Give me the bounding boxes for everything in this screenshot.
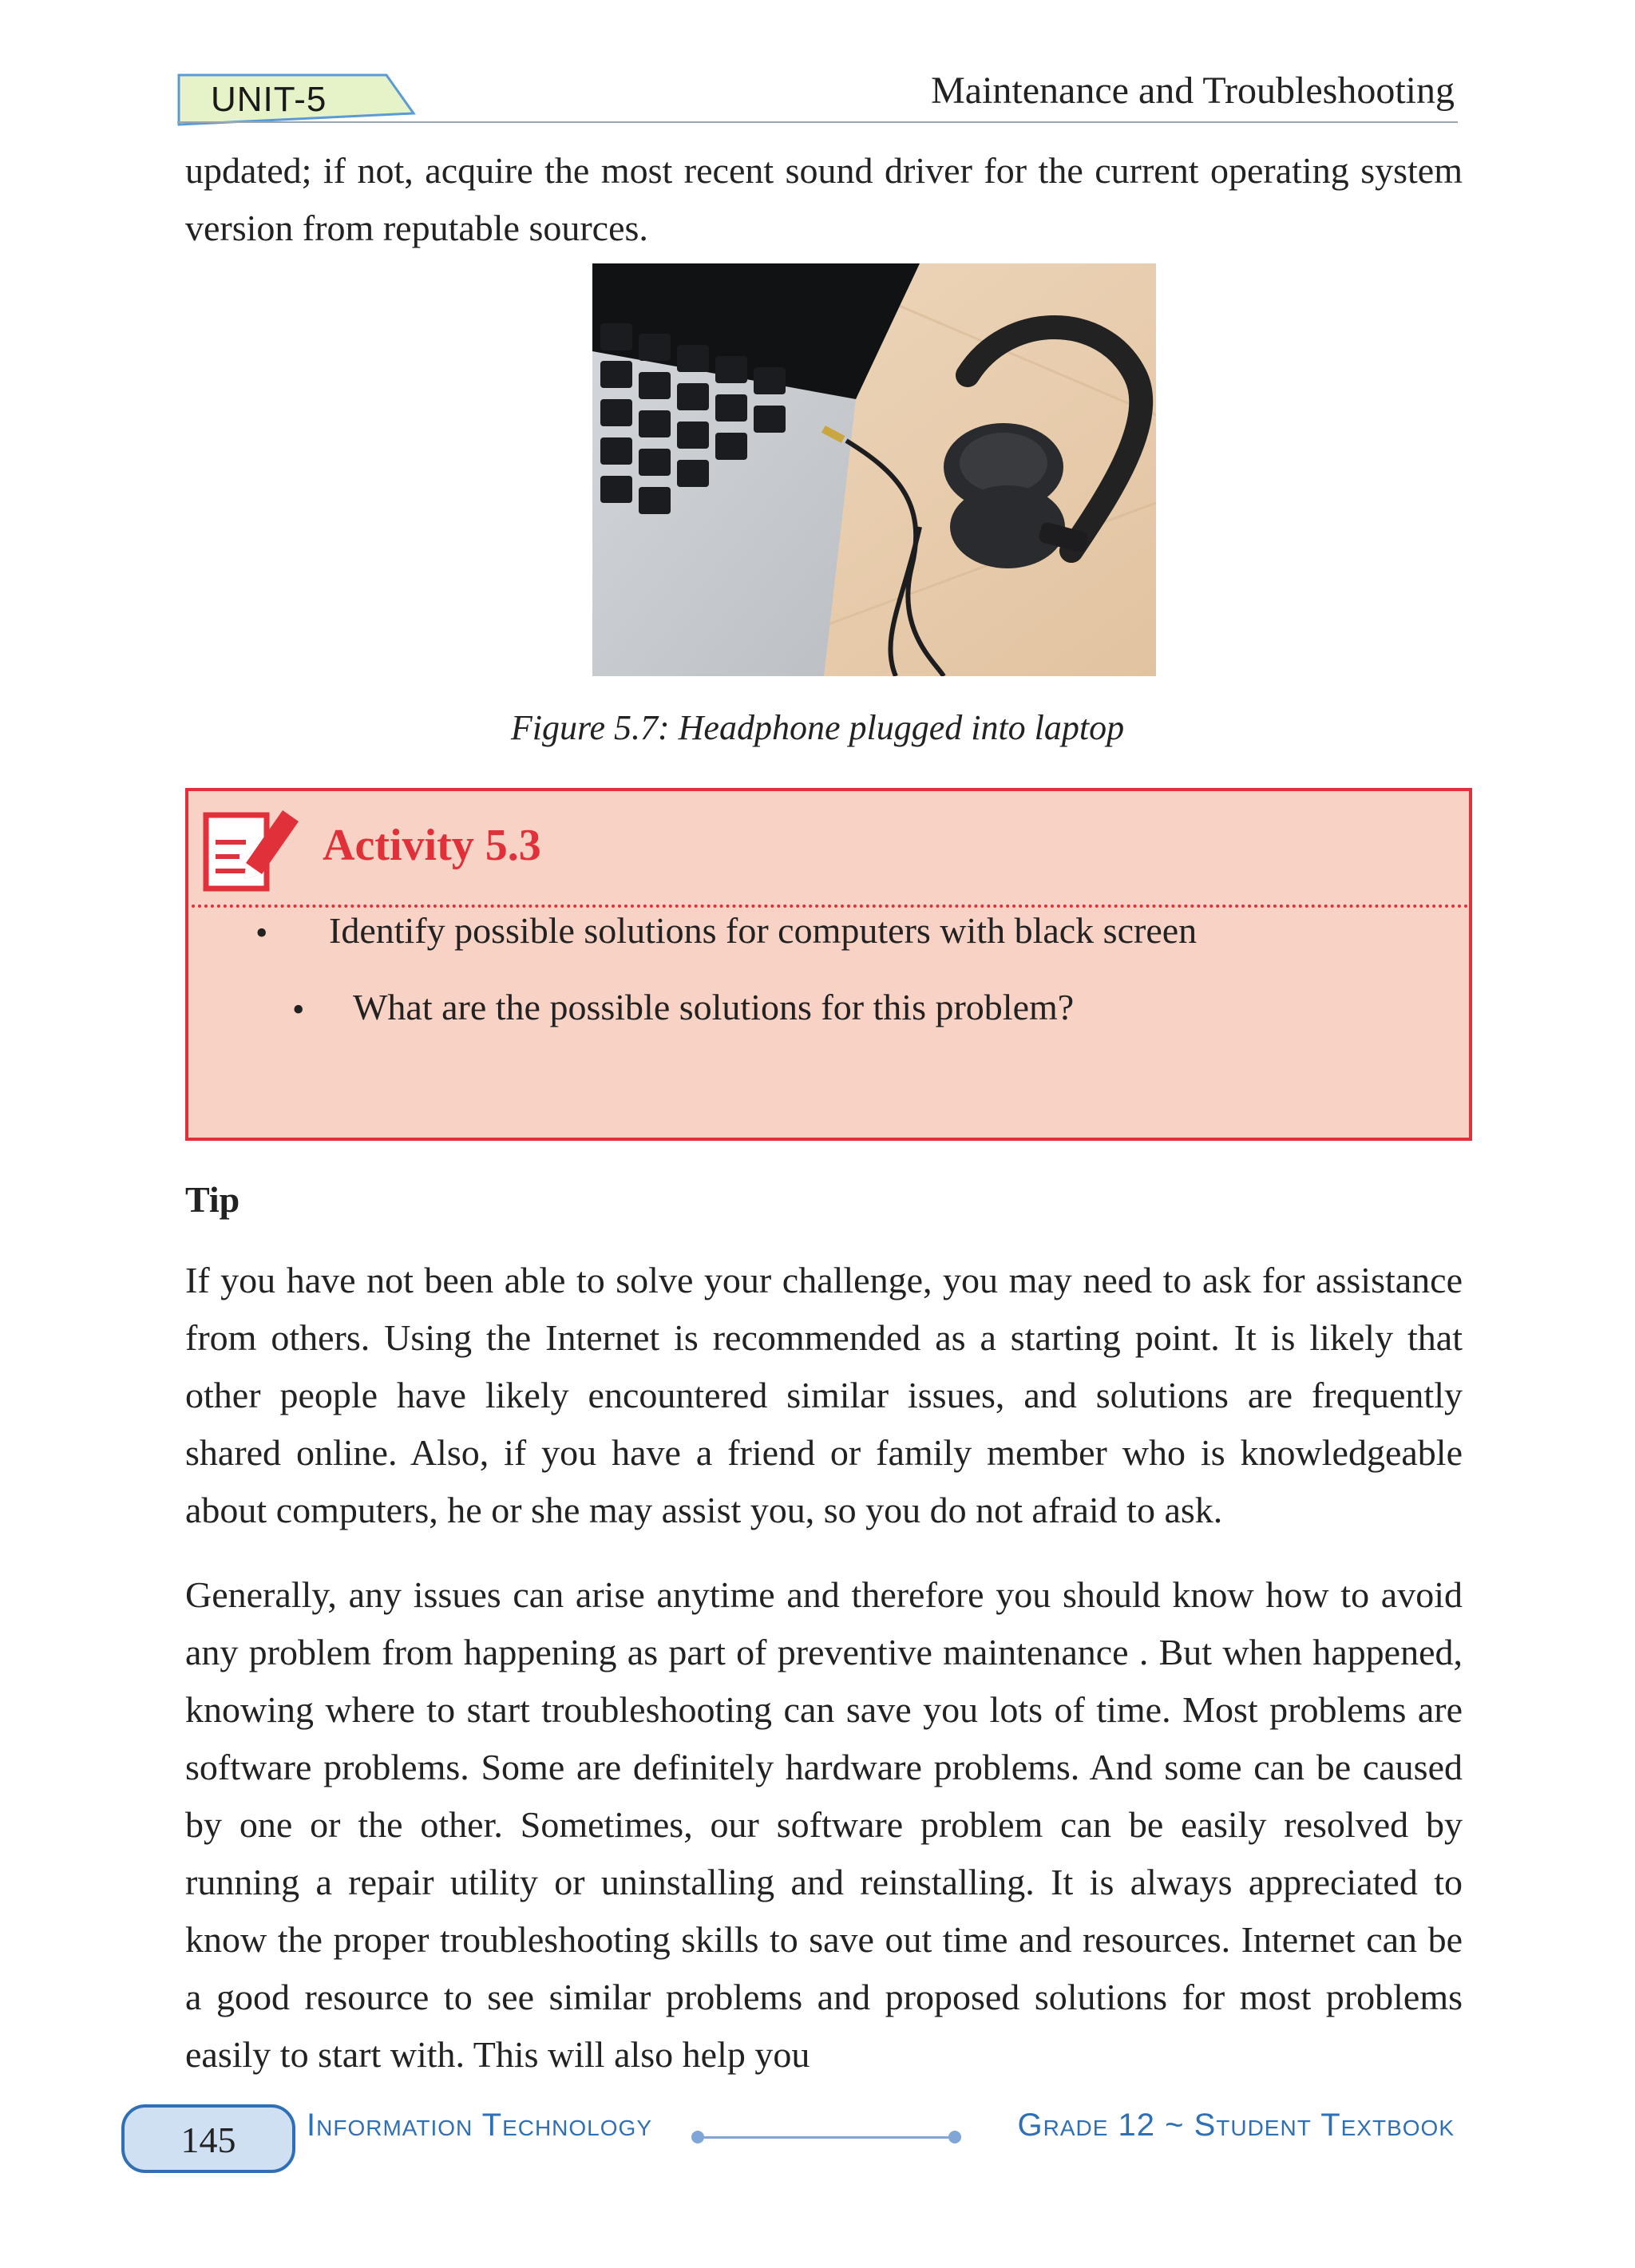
tip-heading: Tip	[185, 1179, 240, 1220]
bullet-icon: •	[255, 913, 268, 952]
activity-box	[185, 788, 1472, 1141]
intro-paragraph: updated; if not, acquire the most recent sound driver for the current operating system version from reputable sources.	[185, 150, 1463, 248]
page-number: 145	[180, 2120, 236, 2160]
headphone-laptop-photo	[592, 263, 1156, 676]
activity-item: Identify possible solutions for computers with black screen	[329, 910, 1198, 951]
unit-tab	[177, 73, 417, 126]
bullet-icon: •	[292, 990, 305, 1029]
tip-paragraph: Generally, any issues can arise anytime and therefore you should know how to avoid any problem from happening as part of preventive maintenance . But when happened, knowing where to start troubleshooting can save you lots of time. Most problems are software problems. Some are definitely hardware problems. And some can be caused by one or the other. Sometimes, our software problem can be easily resolved by running a repair utility or uninstalling and reinstalling. It is always appreciated to know the proper troubleshooting skills to save out time and resources. Internet can be a good resource to see similar problems and proposed solutions for most problems easily to start with. This will also help you	[185, 1574, 1463, 2075]
activity-title: Activity 5.3	[323, 821, 541, 870]
footer-divider	[698, 2136, 955, 2139]
unit-label: UNIT-5	[211, 80, 327, 119]
activity-divider	[192, 904, 1469, 908]
activity-item: What are the possible solutions for this problem?	[353, 987, 1075, 1027]
header-title: Maintenance and Troubleshooting	[931, 69, 1455, 112]
footer-dot	[948, 2131, 961, 2143]
figure-caption: Figure 5.7: Headphone plugged into laptop	[510, 708, 1125, 747]
footer-grade: Grade 12 ~ Student Textbook	[1017, 2108, 1455, 2143]
header-divider	[177, 121, 1458, 123]
activity-pencil-icon	[200, 802, 302, 893]
page-number-badge	[121, 2104, 295, 2173]
footer-subject: Information Technology	[307, 2108, 652, 2143]
tip-paragraph: If you have not been able to solve your challenge, you may need to ask for assistance from others. Using the Internet is recommended as a starting point. It is likely that other people have likely encountered similar issues, and solutions are frequently shared online. Also, if you have a friend or family member who is knowledgeable about computers, he or she may assist you, so you do not afraid to ask.	[185, 1260, 1463, 1530]
